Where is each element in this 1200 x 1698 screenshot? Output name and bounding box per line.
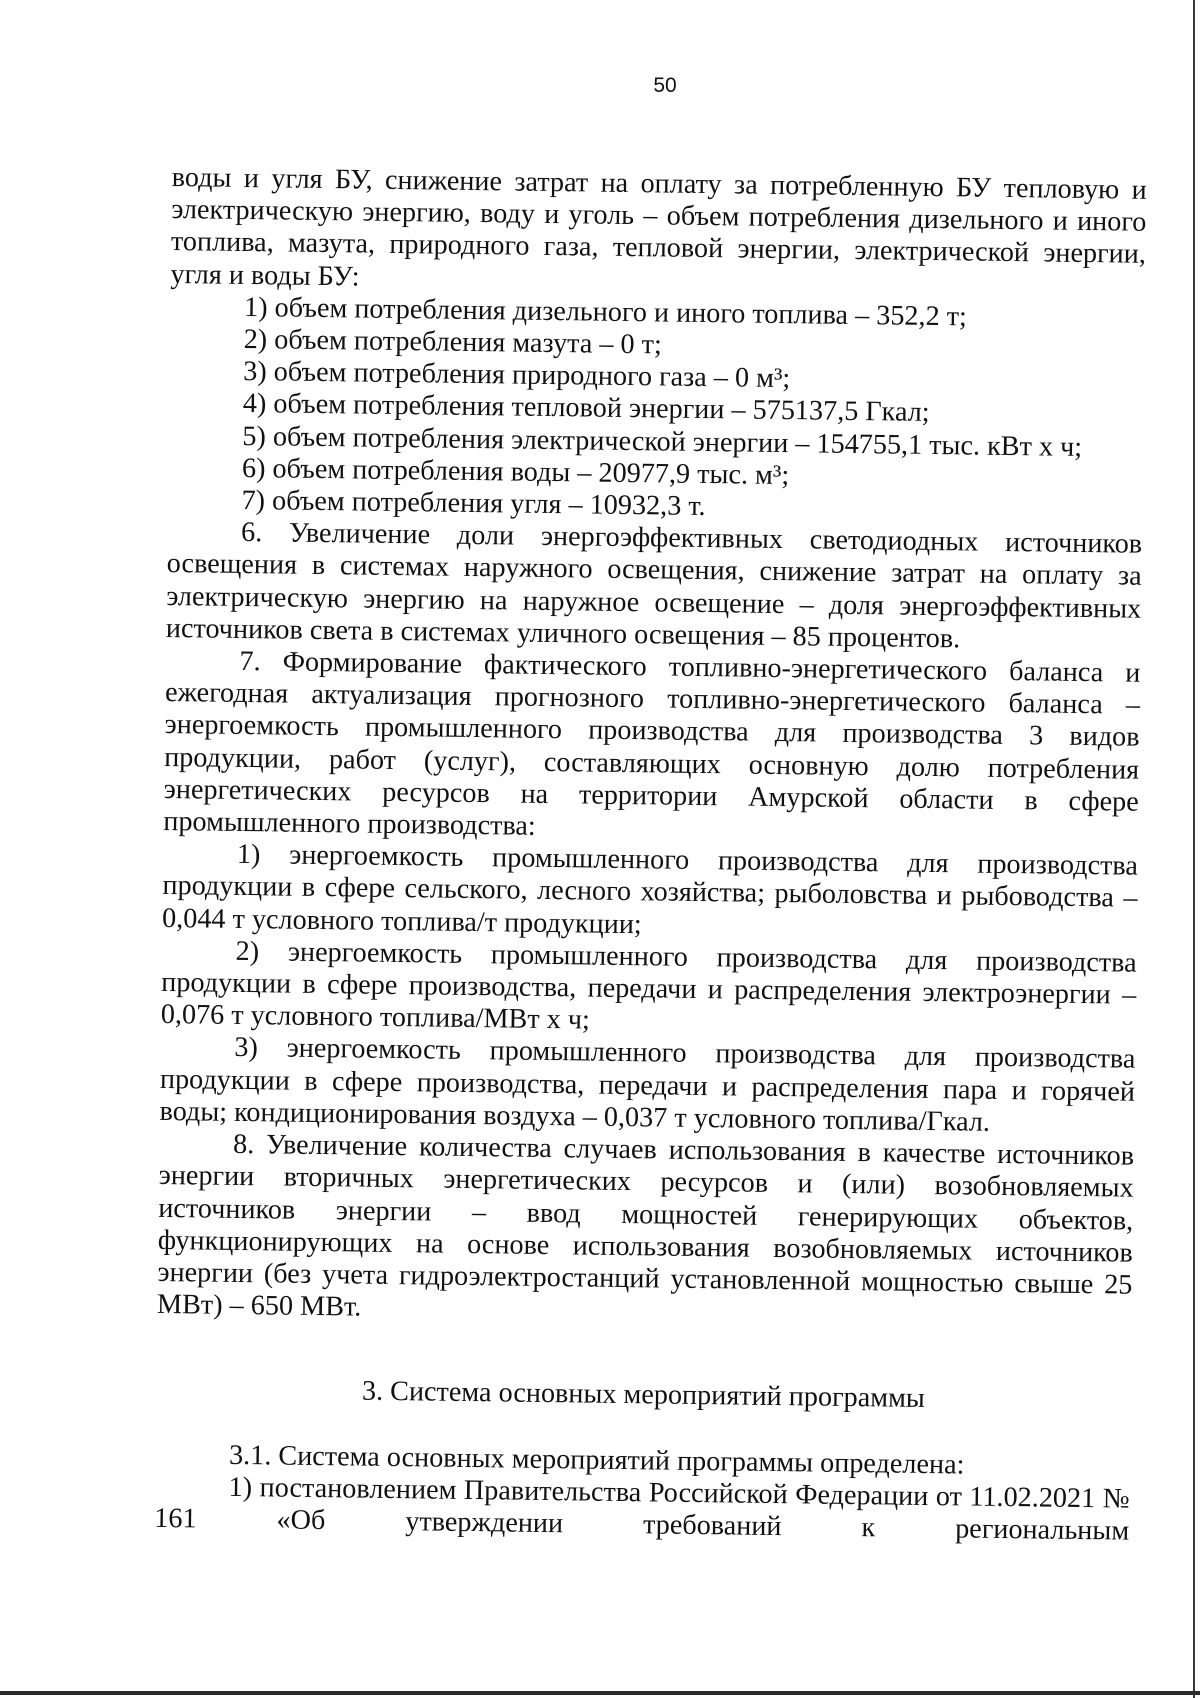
list-item: 5) объем потребления электрической энергии – 154755,1 тыс. кВт х ч; bbox=[242, 420, 1083, 463]
list-item: 2) объем потребления мазута – 0 т; bbox=[243, 323, 663, 361]
section-3-1-intro: 3.1. Система основных мероприятий программы определена: bbox=[228, 1439, 965, 1480]
scan-bottom-edge bbox=[0, 1691, 1200, 1695]
list-item: 6) объем потребления воды – 20977,9 тыс. м³; bbox=[241, 452, 790, 491]
list-item: 3) объем потребления природного газа – 0 м³; bbox=[243, 356, 791, 395]
section-heading: 3. Система основных мероприятий программы bbox=[361, 1375, 926, 1415]
energy-intensity-item: 1) энергоемкость промышленного производства для производства продукции в сфере сельского, лесного хозяйства; рыболовства и рыбоводства – 0,044 т условного топлива/т продукции; bbox=[161, 839, 1139, 940]
paragraph-7: 7. Формирование фактического топливно-энергетического баланса и ежегодная актуализация прогнозного топливно-энергетического баланса – энергоемкость промышленного производства для производства 3 видов продукции, работ (услуг), составляющих основную долю потребления энергетических ресурсов на территории Амурской области в сфере промышленного производства: bbox=[163, 645, 1141, 842]
page-number: 50 bbox=[653, 74, 677, 97]
paragraph-8: 8. Увеличение количества случаев использования в качестве источников энергии вторичных энергетических ресурсов и (или) возобновляемых источников энергии – ввод мощностей генерирующих объектов, функционирующих на основе использования возобновляемых источников энергии (без учета гидроэлектростанций установленной мощностью свыше 25 МВт) – 650 МВт. bbox=[156, 1128, 1135, 1323]
intro-paragraph: воды и угля БУ, снижение затрат на оплату за потребленную БУ тепловую и электрическую энергию, воду и уголь – объем потребления дизельного и иного топлива, мазута, природного газа, тепловой энергии, электрической энергии, угля и воды БУ: bbox=[170, 162, 1147, 293]
list-item: 4) объем потребления тепловой энергии – 575137,5 Гкал; bbox=[242, 388, 930, 429]
energy-intensity-item: 3) энергоемкость промышленного производства для производства продукции в сфере производства, передачи и распределения пара и горячей воды; кондиционирования воздуха – 0,037 т условного топлива/Гкал. bbox=[159, 1032, 1136, 1138]
document-body bbox=[154, 162, 1147, 1548]
list-item: 1) объем потребления дизельного и иного топлива – 352,2 т; bbox=[243, 291, 968, 333]
list-item: 7) объем потребления угля – 10932,3 т. bbox=[241, 484, 706, 523]
section-3-1-item-1: 1) постановлением Правительства Российской Федерации от 11.02.2021 № 161 «Об утверждении требований к региональным bbox=[154, 1471, 1130, 1547]
energy-intensity-item: 2) энергоемкость промышленного производства для производства продукции в сфере производства, передачи и распределения электроэнергии – 0,076 т условного топлива/МВт х ч; bbox=[160, 935, 1137, 1036]
paragraph-6: 6. Увеличение доли энергоэффективных светодиодных источников освещения в системах наружного освещения, снижение затрат на оплату за электрическую энергию на наружное освещение – доля энергоэффективных источников света в системах уличного освещения – 85 процентов. bbox=[165, 517, 1143, 655]
scan-right-edge bbox=[1193, 0, 1195, 1698]
